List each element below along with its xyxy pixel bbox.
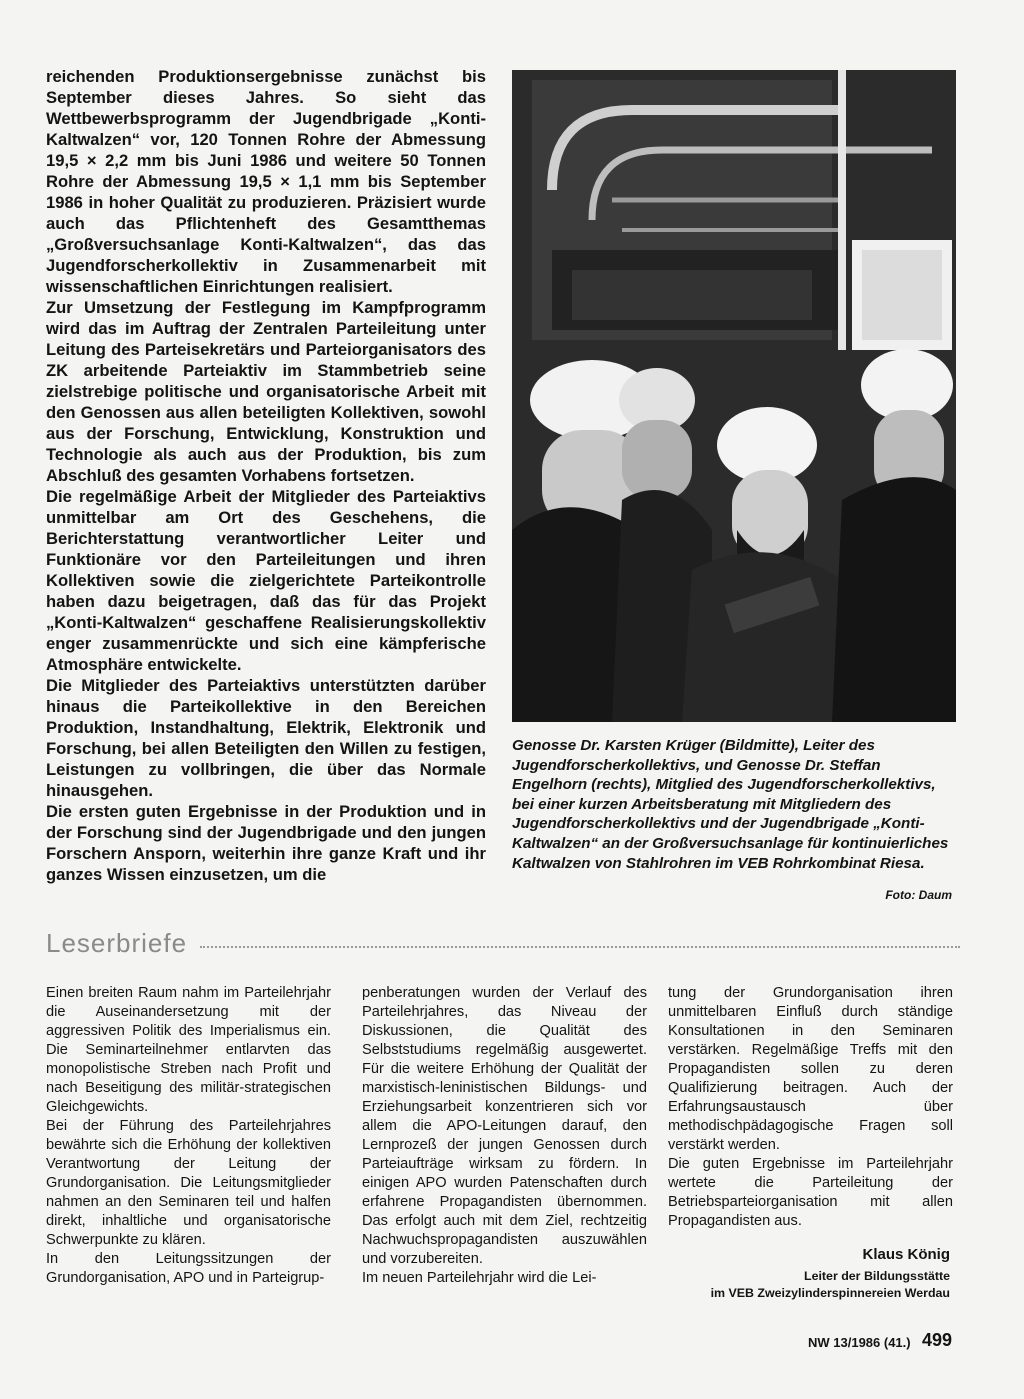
news-photo [512,70,956,722]
section-heading: Leserbriefe [46,928,188,958]
author-name: Klaus König [862,1246,950,1263]
letter-paragraph: Die guten Ergebnisse im Parteilehrjahr wertete die Parteileitung der Betriebsparteiorganisation mit allen Propagandisten aus. [668,1156,953,1229]
letter-paragraph: penberatungen wurden der Verlauf des Parteilehrjahres, das Niveau der Diskussionen, die Qualität des Selbststudiums regelmäßig ausgewertet. Für die weitere Erhöhung der Qualität der marxistisch-leninistischen Bildungs- und Erziehungsarbeit konzentrieren sich vor allem die APO-Leitungen darauf, den Lernprozeß der jungen Genossen durch Parteiaufträge wirksam zu fördern. In einigen APO wurden Patenschaften durch erfahrene Propagandisten übernommen. Das erfolgt auch mit dem Ziel, rechtzeitig Nachwuchspropagandisten auszuwählen und vorzubereiten. [362,985,647,1267]
photo-illustration [512,70,956,722]
article-paragraph: Die Mitglieder des Parteiaktivs unterstützten darüber hinaus die Parteikollektive in den Bereichen Produktion, Instandhaltung, Elektrik, Elektronik und Forschung, bei allen Beteiligten den Willen zu festigen, Leistungen zu vollbringen, die über das Normale hinausgehen. [46,676,486,800]
letters-column-1 [46,984,331,1288]
author-role-line: im VEB Zweizylinderspinnereien Werdau [710,1286,950,1300]
article-paragraph: Die ersten guten Ergebnisse in der Produktion und in der Forschung sind der Jugendbrigade und den jungen Forschern Ansporn, weiterhin ihre ganze Kraft und ihr ganzes Wissen einzusetzen, um die [46,802,486,884]
article-column [46,66,486,885]
letters-column-2 [362,984,647,1288]
letters-column-3 [668,984,953,1231]
letter-paragraph: Bei der Führung des Parteilehrjahres bewährte sich die Erhöhung der kollektiven Verantwortung der Leitung der Grundorganisation. Die Leitungsmitglieder nahmen an den Seminaren teil und halfen direkt, inhaltliche und organisatorische Schwerpunkte zu klären. [46,1118,331,1248]
photo-caption: Genosse Dr. Karsten Krüger (Bildmitte), Leiter des Jugendforscherkollektivs, und Genosse Dr. Steffan Engelhorn (rechts), Mitglied des Jugendforscherkollektivs, bei einer kurzen Arbeitsberatung mit Mitgliedern des Jugendforscherkollektivs und der Jugendbrigade „Konti-Kaltwalzen“ an der Großversuchsanlage für kontinuierliches Kaltwalzen von Stahlrohren im VEB Rohrkombinat Riesa. [512,737,949,872]
article-paragraph: Zur Umsetzung der Festlegung im Kampfprogramm wird das im Auftrag der Zentralen Parteileitung unter Leitung des Parteisekretärs und Parteiorganisators des ZK arbeitende Parteiaktiv im Stammbetrieb seine zielstrebige politische und organisatorische Arbeit mit den Genossen aus allen beteiligten Kollektiven, sowohl aus der Forschung, Entwicklung, Konstruktion und Technologie als auch aus der Produktion, bis zum Abschluß des gesamten Vorhabens fortsetzen. [46,298,486,485]
page-number: 499 [922,1330,953,1350]
author-role [640,1268,950,1302]
article-paragraph: Die regelmäßige Arbeit der Mitglieder des Parteiaktivs unmittelbar am Ort des Geschehens, die Berichterstattung verantwortlicher Leiter und Funktionäre vor den Parteileitungen und ihren Kollektiven sowie die zielgerichtete Parteikontrolle haben dazu beigetragen, daß das für das Projekt „Konti-Kaltwalzen“ geschaffene Realisierungskollektiv enger zusammenrückte und sich eine kämpferische Atmosphäre entwickelte. [46,487,486,674]
issue-label: NW 13/1986 (41.) [808,1335,911,1350]
letter-paragraph: In den Leitungssitzungen der Grundorganisation, APO und in Parteigrup- [46,1251,331,1286]
letter-paragraph: tung der Grundorganisation ihren unmittelbaren Einfluß durch ständige Konsultationen in den Seminaren verstärken. Regelmäßige Treffs mit den Propagandisten sollen zu deren Qualifizierung beitragen. Auch der Erfahrungsaustausch über methodischpädagogische Fragen soll verstärkt werden. [668,985,953,1153]
photo-credit: Foto: Daum [885,888,952,902]
letter-paragraph: Im neuen Parteilehrjahr wird die Lei- [362,1270,597,1286]
section-divider [200,946,960,948]
author-role-line: Leiter der Bildungsstätte [804,1269,950,1283]
article-paragraph: reichenden Produktionsergebnisse zunächst bis September dieses Jahres. So sieht das Wettbewerbsprogramm der Jugendbrigade „Konti-Kaltwalzen“ vor, 120 Tonnen Rohre der Abmessung 19,5 × 2,2 mm bis Juni 1986 und weitere 50 Tonnen Rohre der Abmessung 19,5 × 1,1 mm bis September 1986 in hoher Qualität zu produzieren. Präzisiert wurde auch das Pflichtenheft des Gesamtthemas „Großversuchsanlage Konti-Kaltwalzen“, das das Jugendforscherkollektiv in Zusammenarbeit mit wissenschaftlichen Einrichtungen realisiert. [46,67,486,296]
letter-paragraph: Einen breiten Raum nahm im Parteilehrjahr die Auseinandersetzung mit der aggressiven Politik des Imperialismus ein. Die Seminarteilnehmer entlarvten das monopolistische Streben nach Profit und nach Beseitigung des militär-strategischen Gleichgewichts. [46,985,331,1115]
